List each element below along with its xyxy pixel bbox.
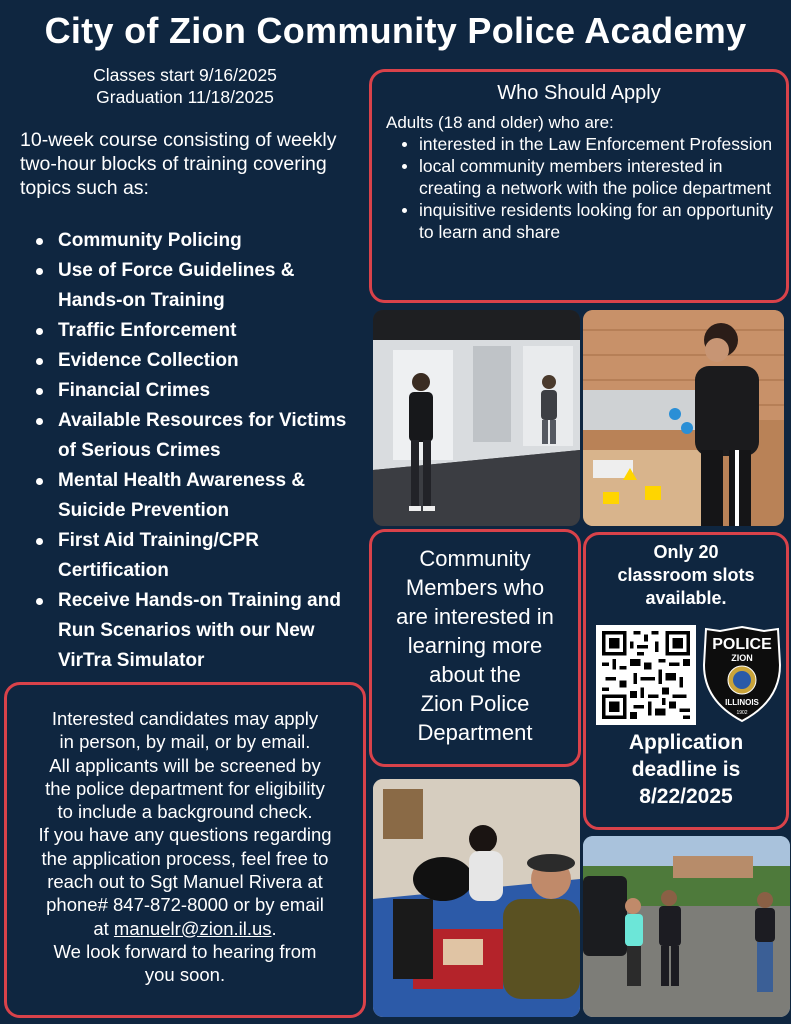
list-item: Community Policing [34, 226, 364, 256]
cpr-training-photo [373, 779, 580, 1017]
simulator-photo [373, 310, 580, 526]
list-item: First Aid Training/CPR Certification [34, 526, 364, 586]
badge-police-text: POLICE [712, 636, 772, 653]
email-link[interactable]: manuelr@zion.il.us [113, 917, 272, 939]
start-date: Classes start 9/16/2025 [93, 65, 277, 85]
topics-list [34, 226, 364, 676]
slots-text: Only 20 classroom slots available. [617, 542, 755, 608]
qr-code[interactable] [596, 625, 696, 725]
list-item: Financial Crimes [34, 376, 364, 406]
apply-info-box [4, 682, 366, 1018]
who-list [386, 133, 778, 243]
list-item: Receive Hands-on Training and Run Scenarios with our New VirTra Simulator [34, 586, 364, 676]
badge-city-text: ZION [731, 653, 753, 663]
who-title: Who Should Apply [497, 82, 661, 104]
list-item: Available Resources for Victims of Serious Crimes [34, 406, 364, 466]
evidence-collection-photo [583, 310, 784, 526]
list-item: Mental Health Awareness & Suicide Prevention [34, 466, 364, 526]
list-item: local community members interested in creating a network with the police department [386, 155, 778, 199]
community-text: Community Members who are interested in learning more about the Zion Police Department [396, 546, 554, 745]
badge-state-text: ILLINOIS [725, 698, 759, 707]
graduation-date: Graduation 11/18/2025 [96, 87, 274, 107]
badge-year-text: 1902 [736, 710, 748, 716]
list-item: Evidence Collection [34, 346, 364, 376]
community-members-box [369, 529, 581, 767]
slots-deadline-box [583, 532, 789, 830]
who-should-apply-box [369, 69, 789, 303]
course-dates [40, 64, 330, 108]
list-item: Use of Force Guidelines & Hands-on Training [34, 256, 364, 316]
application-deadline: Application deadline is 8/22/2025 [628, 731, 744, 808]
list-item: Traffic Enforcement [34, 316, 364, 346]
page-title: City of Zion Community Police Academy [44, 10, 747, 51]
apply-text: Interested candidates may apply in person, by mail, or by email. All applicants will be screened by the police department for eligibility to include a background check. If you have any questions regarding the application process, feel free to reach out to Sgt Manuel Rivera at phone# 847-872-8000 or by email at manuelr@zion.il.us. We look forward to hearing from you soon. [38, 708, 332, 986]
course-intro: 10-week course consisting of weekly two-hour blocks of training covering topics such as: [20, 129, 337, 199]
traffic-enforcement-photo [583, 836, 790, 1017]
who-intro: Adults (18 and older) who are: [386, 113, 614, 132]
police-badge-logo [702, 625, 782, 723]
list-item: inquisitive residents looking for an opportunity to learn and share [386, 199, 778, 243]
list-item: interested in the Law Enforcement Profession [386, 133, 778, 155]
